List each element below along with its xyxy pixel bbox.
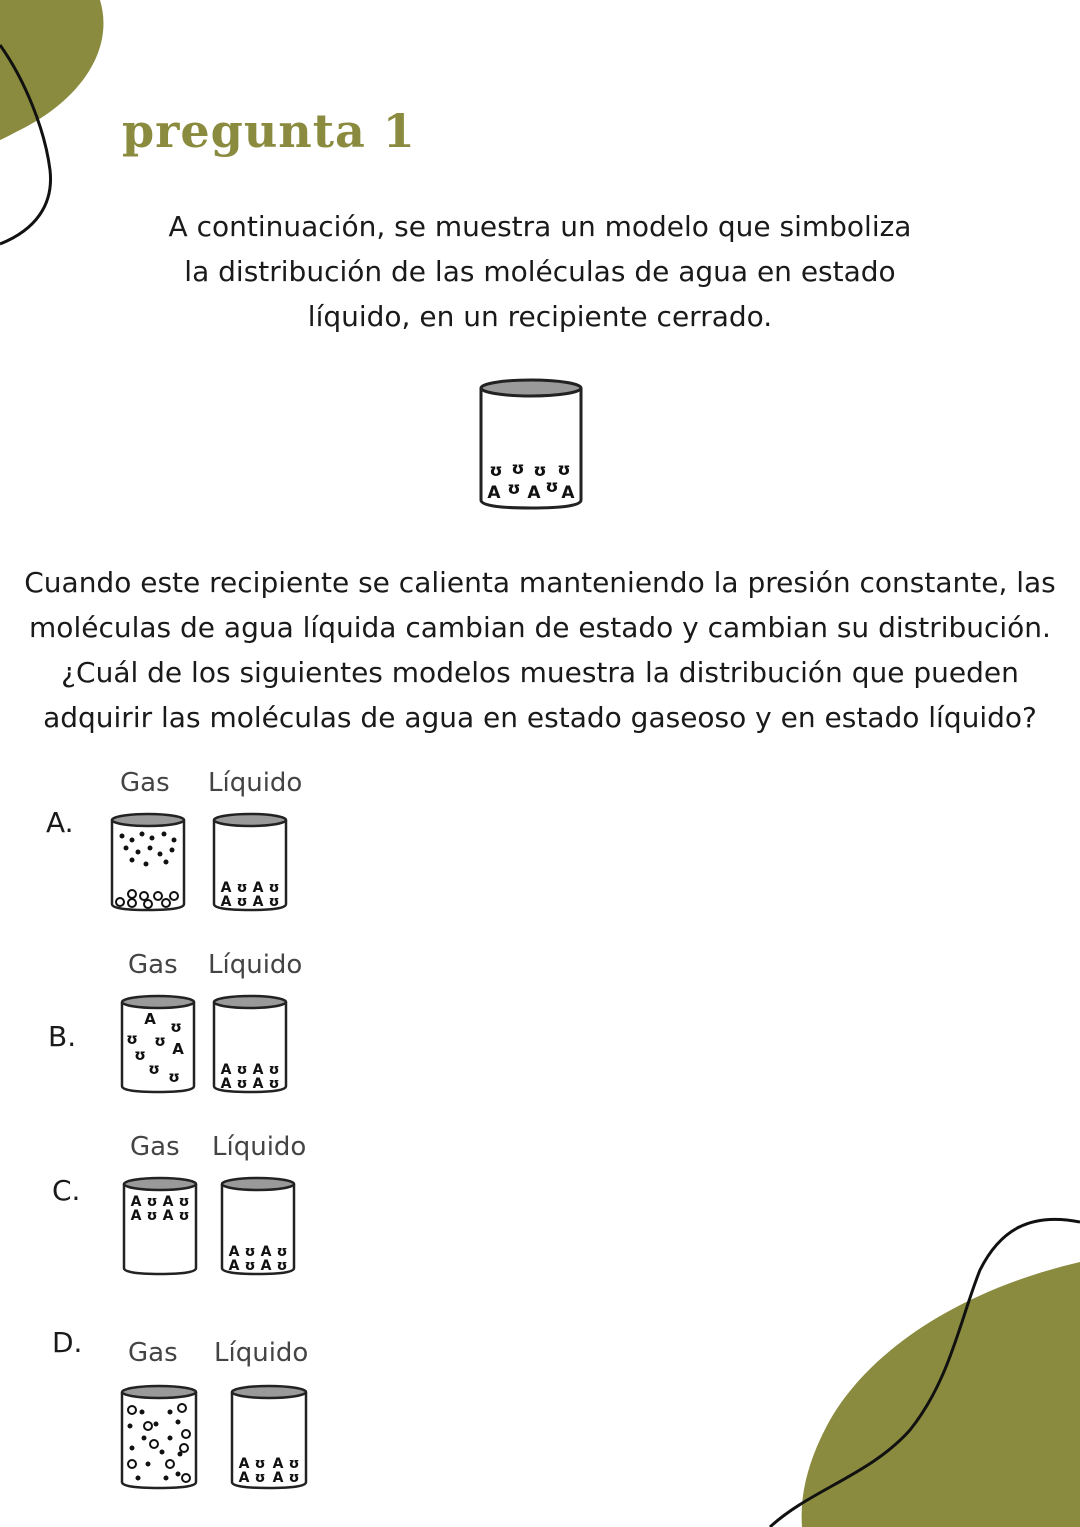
svg-text:ʊ: ʊ — [244, 1258, 256, 1274]
svg-text:ʊ: ʊ — [557, 460, 571, 480]
svg-text:ʊ: ʊ — [254, 1470, 266, 1486]
intro-line: líquido, en un recipiente cerrado. — [307, 300, 773, 333]
gas-beaker — [120, 1174, 200, 1278]
svg-text:ʊ: ʊ — [268, 880, 280, 896]
option-letter: D. — [52, 1326, 83, 1359]
gas-beaker — [118, 1382, 200, 1492]
liquid-label: Líquido — [214, 1338, 309, 1368]
svg-text:A: A — [162, 1194, 174, 1210]
gas-beaker — [118, 992, 198, 1096]
gas-beaker — [108, 810, 188, 914]
svg-text:A: A — [272, 1456, 284, 1472]
liquid-label: Líquido — [212, 1132, 307, 1162]
svg-text:A: A — [527, 483, 541, 503]
svg-text:ʊ: ʊ — [276, 1258, 288, 1274]
svg-text:ʊ: ʊ — [148, 1060, 160, 1078]
svg-text:A: A — [252, 894, 264, 910]
svg-text:A: A — [252, 1062, 264, 1078]
intro-text — [140, 204, 940, 339]
svg-text:A: A — [228, 1244, 240, 1260]
option-letter: C. — [52, 1174, 81, 1207]
liquid-beaker — [228, 1382, 310, 1492]
svg-text:ʊ: ʊ — [511, 459, 525, 479]
svg-text:A: A — [561, 483, 575, 503]
intro-line: la distribución de las moléculas de agua en estado — [184, 255, 896, 288]
svg-text:ʊ: ʊ — [178, 1208, 190, 1224]
svg-text:A: A — [228, 1258, 240, 1274]
svg-text:A: A — [130, 1194, 142, 1210]
svg-text:A: A — [487, 483, 501, 503]
svg-text:ʊ: ʊ — [126, 1030, 138, 1048]
svg-text:ʊ: ʊ — [134, 1046, 146, 1064]
svg-text:A: A — [238, 1456, 250, 1472]
option-letter: B. — [48, 1020, 77, 1053]
svg-text:A: A — [172, 1040, 184, 1058]
svg-text:A: A — [144, 1010, 156, 1028]
svg-text:ʊ: ʊ — [146, 1194, 158, 1210]
liquid-label: Líquido — [208, 768, 303, 798]
svg-text:ʊ: ʊ — [236, 894, 248, 910]
question-line: Cuando este recipiente se calienta manteniendo la presión constante, las — [24, 566, 1056, 599]
svg-text:ʊ: ʊ — [276, 1244, 288, 1260]
svg-text:A: A — [252, 1076, 264, 1092]
svg-text:ʊ: ʊ — [268, 1062, 280, 1078]
option-letter: A. — [46, 806, 74, 839]
question-text — [10, 560, 1070, 740]
svg-text:A: A — [220, 1062, 232, 1078]
liquid-beaker — [210, 810, 290, 914]
svg-text:A: A — [272, 1470, 284, 1486]
svg-text:ʊ: ʊ — [489, 461, 503, 481]
svg-text:A: A — [260, 1244, 272, 1260]
svg-text:ʊ: ʊ — [288, 1456, 300, 1472]
svg-text:ʊ: ʊ — [244, 1244, 256, 1260]
svg-text:A: A — [252, 880, 264, 896]
svg-text:ʊ: ʊ — [154, 1032, 166, 1050]
svg-text:A: A — [130, 1208, 142, 1224]
svg-text:ʊ: ʊ — [178, 1194, 190, 1210]
svg-text:ʊ: ʊ — [236, 1076, 248, 1092]
gas-label: Gas — [120, 768, 170, 798]
gas-label: Gas — [130, 1132, 180, 1162]
liquid-label: Líquido — [208, 950, 303, 980]
svg-text:ʊ: ʊ — [170, 1018, 182, 1036]
svg-text:A: A — [220, 1076, 232, 1092]
svg-text:A: A — [162, 1208, 174, 1224]
gas-label: Gas — [128, 950, 178, 980]
svg-text:ʊ: ʊ — [545, 477, 559, 497]
page-title: pregunta 1 — [122, 104, 416, 158]
svg-text:A: A — [260, 1258, 272, 1274]
svg-text:ʊ: ʊ — [236, 1062, 248, 1078]
bottom-right-blob — [802, 1262, 1080, 1527]
main-beaker — [476, 374, 586, 514]
liquid-beaker — [210, 992, 290, 1096]
svg-text:ʊ: ʊ — [146, 1208, 158, 1224]
svg-text:ʊ: ʊ — [533, 461, 547, 481]
question-line: moléculas de agua líquida cambian de estado y cambian su distribución. — [29, 611, 1051, 644]
question-line: adquirir las moléculas de agua en estado gaseoso y en estado líquido? — [43, 701, 1037, 734]
svg-text:ʊ: ʊ — [507, 479, 521, 499]
svg-text:ʊ: ʊ — [254, 1456, 266, 1472]
svg-text:ʊ: ʊ — [288, 1470, 300, 1486]
intro-line: A continuación, se muestra un modelo que simboliza — [168, 210, 912, 243]
svg-text:ʊ: ʊ — [268, 1076, 280, 1092]
svg-text:ʊ: ʊ — [168, 1068, 180, 1086]
svg-text:A: A — [220, 880, 232, 896]
gas-label: Gas — [128, 1338, 178, 1368]
svg-text:A: A — [220, 894, 232, 910]
question-line: ¿Cuál de los siguientes modelos muestra la distribución que pueden — [61, 656, 1019, 689]
svg-text:ʊ: ʊ — [236, 880, 248, 896]
svg-text:ʊ: ʊ — [268, 894, 280, 910]
liquid-beaker — [218, 1174, 298, 1278]
svg-text:A: A — [238, 1470, 250, 1486]
